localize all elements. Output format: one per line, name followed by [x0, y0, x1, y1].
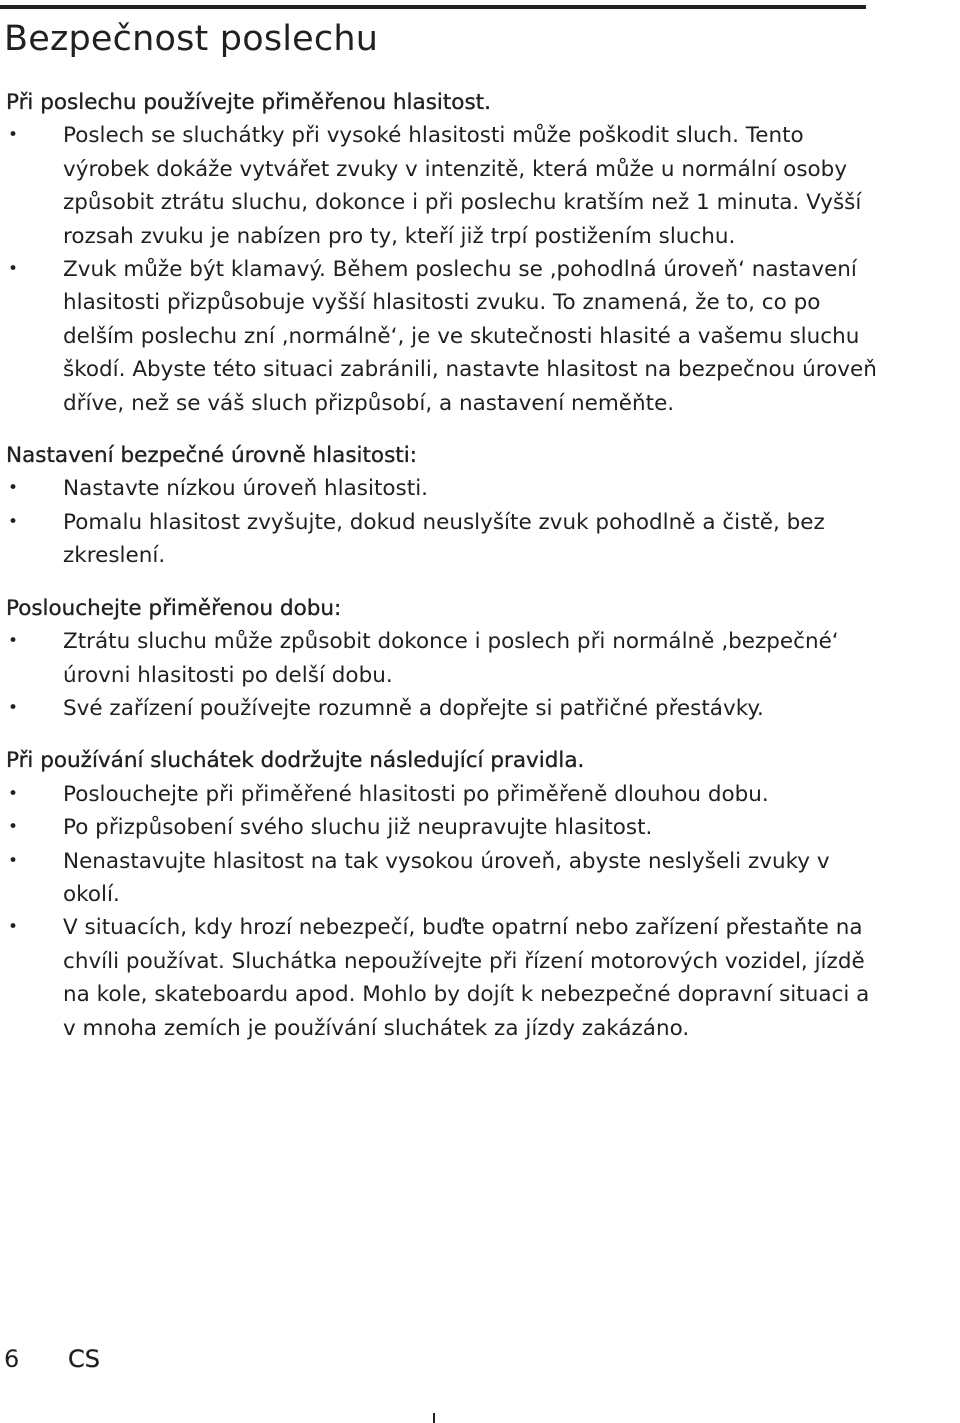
bullet-icon: • — [8, 817, 19, 838]
page-number: 6 — [4, 1345, 20, 1373]
list-item — [0, 692, 880, 725]
list-item — [0, 119, 880, 253]
section-safe-level — [0, 439, 880, 573]
list-item-text: Nenastavujte hlasitost na tak vysokou úroveň, abyste neslyšeli zvuky v okolí. — [63, 848, 830, 907]
list-item-text: Poslouchejte při přiměřené hlasitosti po přiměřeně dlouhou dobu. — [63, 781, 769, 807]
list-item — [0, 811, 880, 844]
list-item-text: Zvuk může být klamavý. Během poslechu se ‚pohodlná úroveň‘ nastavení hlasitosti přizpůsobuje vyšší hlasitosti zvuku. To znamená, že to, co po delším poslechu zní ‚normálně‘, je ve skutečnosti hlasité a vašemu sluchu škodí. Abyste této situaci zabránili, nastavte hlasitost na bezpečnou úroveň dříve, než se váš sluch přizpůsobí, a nastavení neměňte. — [63, 257, 877, 416]
bullet-icon: • — [8, 917, 19, 938]
section-heading: Při poslechu používejte přiměřenou hlasitost. — [6, 90, 491, 115]
list-item — [0, 845, 880, 912]
section-headphone-rules — [0, 744, 880, 1045]
bullet-icon: • — [8, 697, 19, 718]
list-item — [0, 253, 880, 420]
language-code: CS — [68, 1345, 100, 1373]
bullet-icon: • — [8, 850, 19, 871]
bullet-icon: • — [8, 631, 19, 652]
list-item — [0, 506, 880, 573]
list-item-text: Své zařízení používejte rozumně a dopřejte si patřičné přestávky. — [63, 695, 764, 721]
bullet-list — [0, 625, 880, 725]
section-listening-volume — [0, 86, 880, 420]
page-title: Bezpečnost poslechu — [4, 19, 379, 59]
bullet-list — [0, 119, 880, 420]
section-heading: Nastavení bezpečné úrovně hlasitosti: — [6, 443, 417, 469]
list-item-text: Ztrátu sluchu může způsobit dokonce i poslech při normálně ‚bezpečné‘ úrovni hlasitosti po delší dobu. — [63, 629, 839, 688]
list-item — [0, 778, 880, 811]
bullet-icon: • — [8, 125, 19, 146]
section-listening-time — [0, 592, 880, 726]
top-rule — [0, 5, 866, 9]
list-item — [0, 911, 880, 1045]
document-body — [0, 86, 880, 1045]
list-item — [0, 625, 880, 692]
bullet-icon: • — [8, 478, 19, 499]
list-item-text: Pomalu hlasitost zvyšujte, dokud neuslyšíte zvuk pohodlně a čistě, bez zkreslení. — [63, 509, 825, 569]
crop-mark — [433, 1413, 435, 1423]
bullet-list — [0, 778, 880, 1045]
bullet-list — [0, 472, 880, 572]
section-heading: Poslouchejte přiměřenou dobu: — [6, 595, 342, 621]
list-item-text: V situacích, kdy hrozí nebezpečí, buďte opatrní nebo zařízení přestaňte na chvíli používat. Sluchátka nepoužívejte při řízení motorových vozidel, jízdě na kole, skateboardu apod. Mohlo by dojít k nebezpečné dopravní situaci a v mnoha zemích je používání sluchátek za jízdy zakázáno. — [63, 915, 870, 1041]
list-item-text: Poslech se sluchátky při vysoké hlasitosti může poškodit sluch. Tento výrobek dokáže vytvářet zvuky v intenzitě, která může u normální osoby způsobit ztrátu sluchu, dokonce i při poslechu kratším než 1 minuta. Vyšší rozsah zvuku je nabízen pro ty, kteří již trpí postižením sluchu. — [63, 123, 862, 249]
section-heading: Při používání sluchátek dodržujte následující pravidla. — [6, 748, 585, 774]
bullet-icon: • — [8, 783, 19, 804]
bullet-icon: • — [8, 511, 19, 532]
list-item-text: Nastavte nízkou úroveň hlasitosti. — [63, 476, 428, 502]
list-item — [0, 472, 880, 505]
list-item-text: Po přizpůsobení svého sluchu již neupravujte hlasitost. — [63, 815, 653, 841]
bullet-icon: • — [8, 259, 19, 280]
